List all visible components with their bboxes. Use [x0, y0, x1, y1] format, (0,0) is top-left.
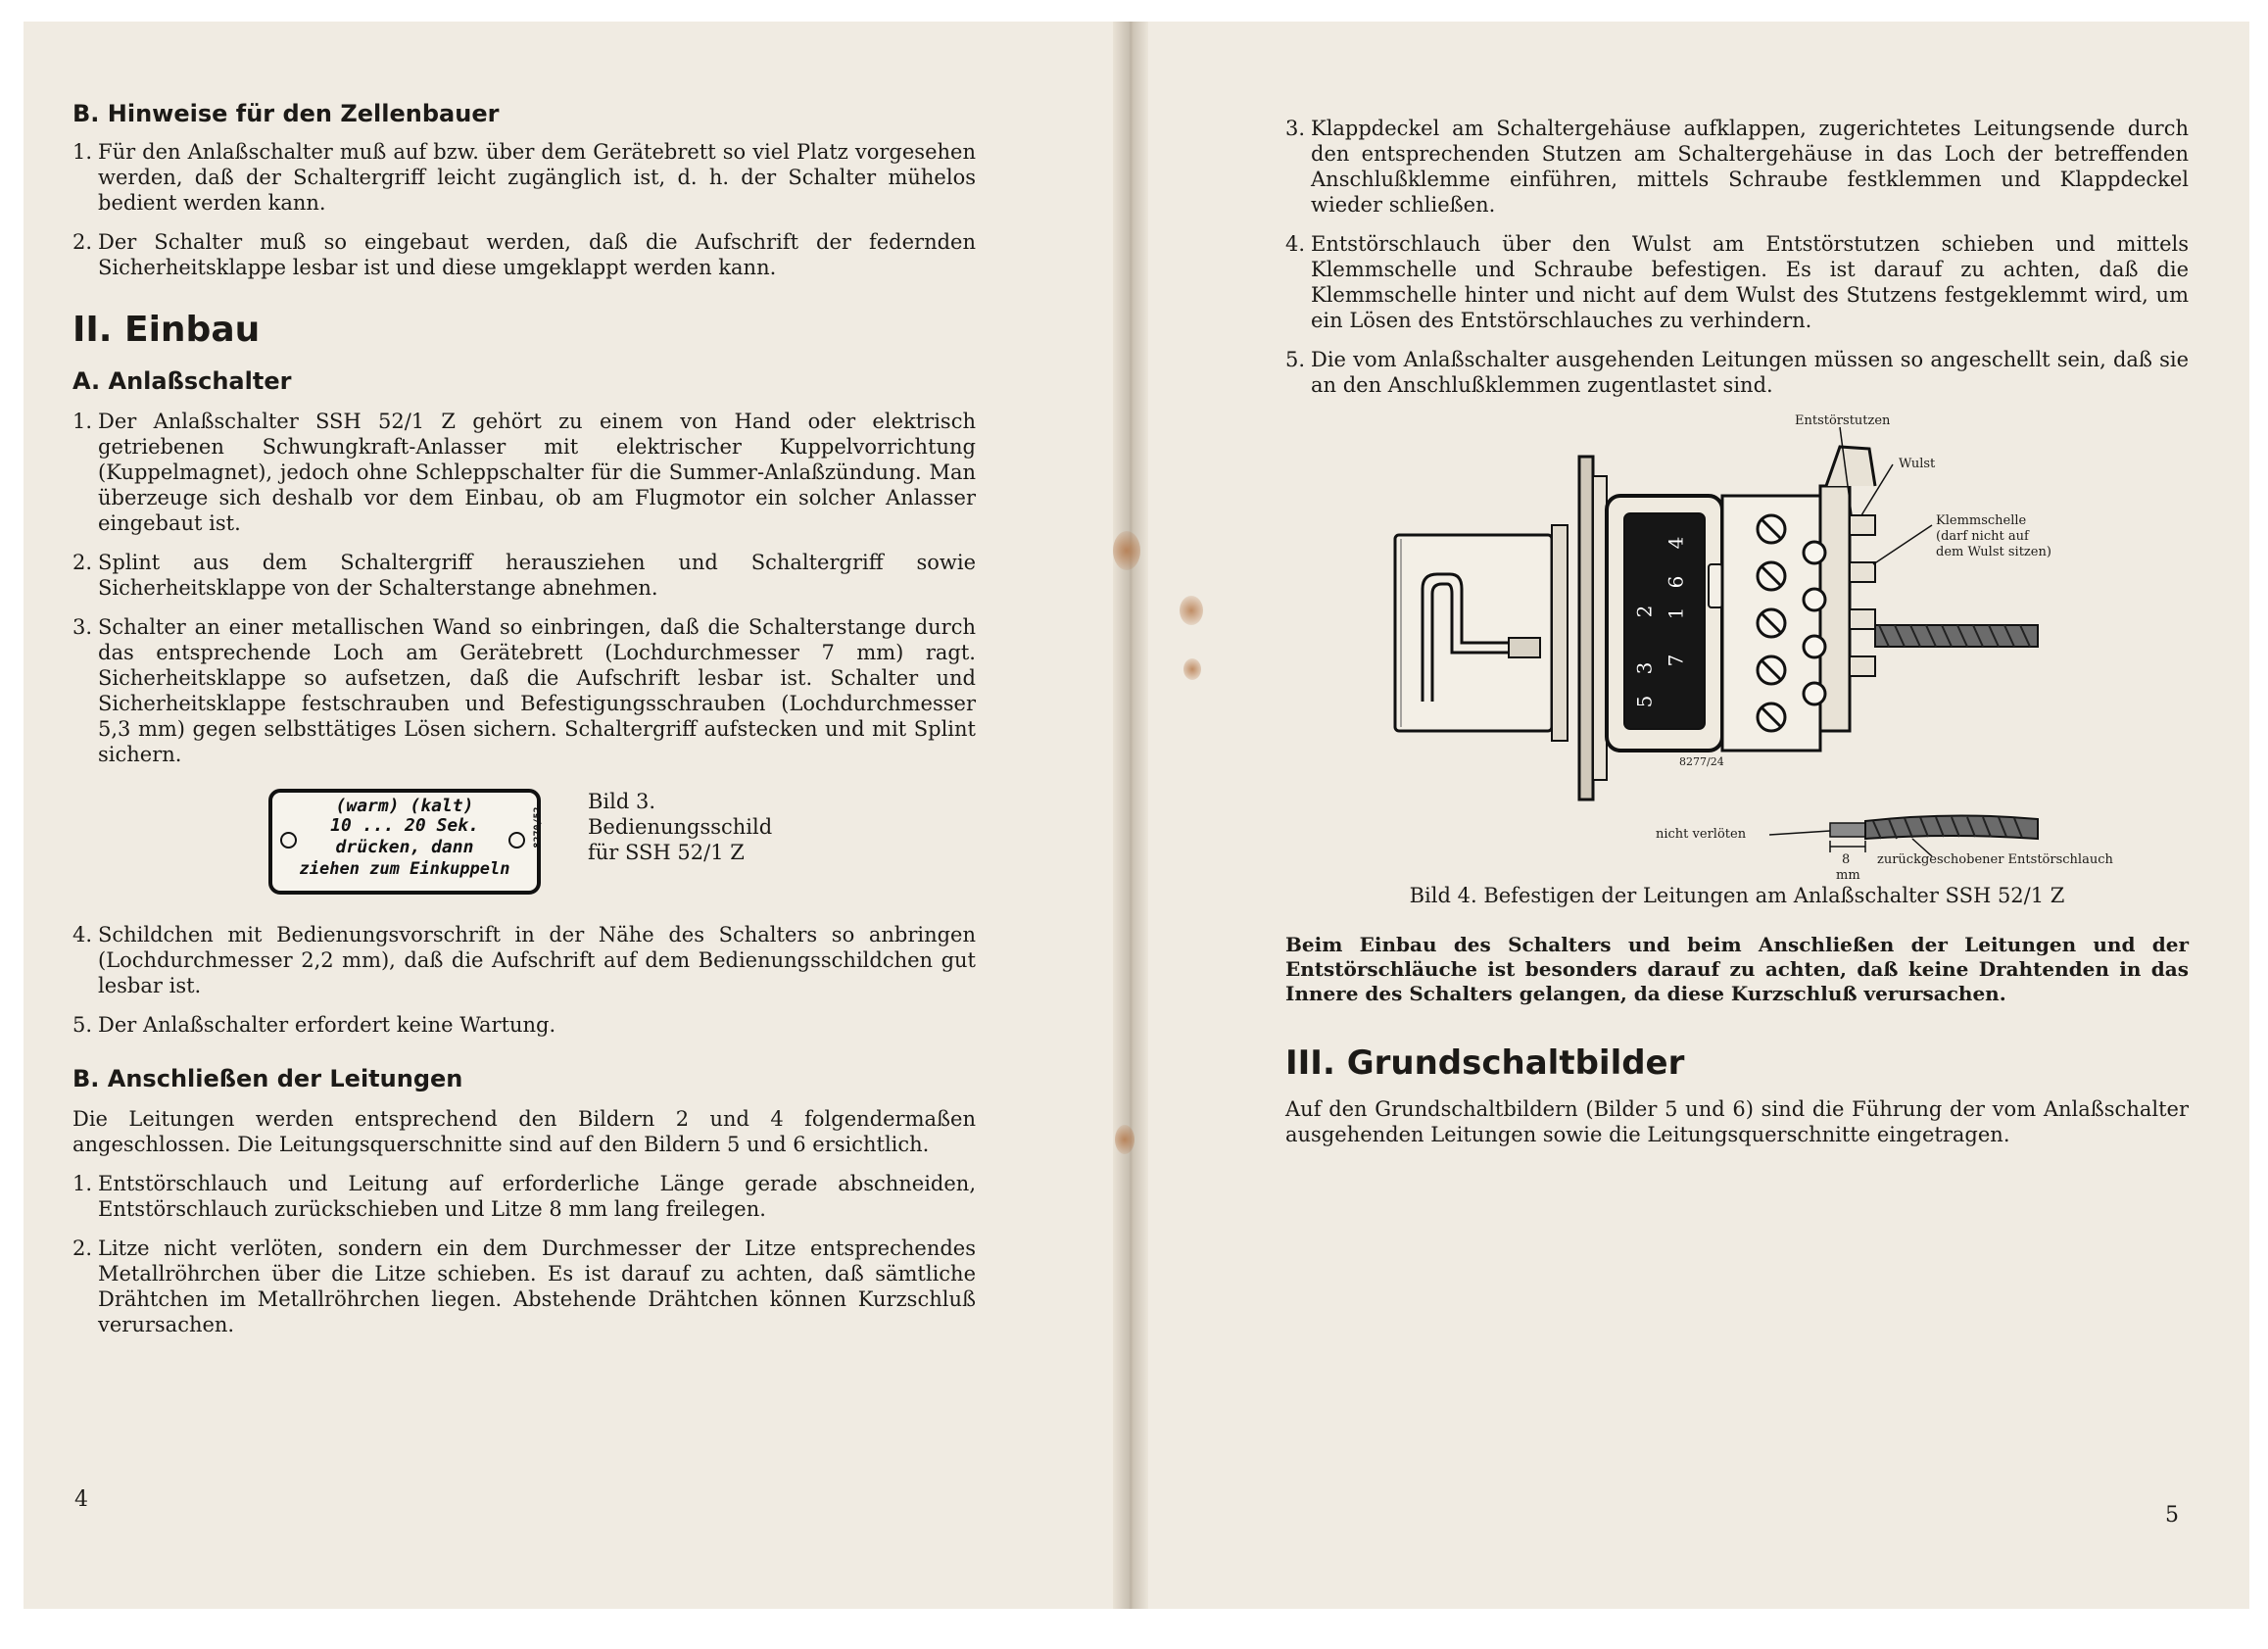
section-a-list	[72, 409, 976, 767]
book-gutter	[1113, 22, 1148, 1609]
label-8: 8	[1842, 852, 1851, 867]
figure-4-caption: Bild 4. Befestigen der Leitungen am Anlaßschalter SSH 52/1 Z	[1409, 884, 2065, 907]
label-zurueckgeschobener: zurückgeschobener Entstörschlauch	[1877, 852, 2113, 867]
section-a-title: A. Anlaßschalter	[72, 367, 292, 395]
list-item: 2. Splint aus dem Schaltergriff herausziehen und Schaltergriff sowie Sicherheitsklappe von der Schalterstange abnehmen.	[72, 551, 976, 600]
right-list	[1285, 116, 2189, 398]
right-page-content	[1285, 116, 2189, 1147]
list-item: 4. Entstörschlauch über den Wulst am Entstörstutzen schieben und mittels Klemmschelle und Schraube befestigen. Es ist darauf zu achten, daß die Klemmschelle hinter und nicht auf dem Wulst des Stutzens festgeklemmt wird, um ein Lösen des Entstörschlauches zu verhindern.	[1285, 232, 2189, 332]
section-a-list-continued	[72, 922, 976, 1038]
stain	[1183, 658, 1201, 680]
list-item: 1. Für den Anlaßschalter muß auf bzw. über dem Gerätebrett so viel Platz vorgesehen werden, daß der Schaltergriff leicht zugänglich ist, d. h. der Schalter mühelos bedient werden kann.	[72, 140, 976, 215]
digit-label: 3	[1632, 661, 1657, 675]
label-code: 8277/24	[1679, 755, 1724, 768]
digit-label: 1	[1664, 606, 1688, 620]
section-b-title: B. Hinweise für den Zellenbauer	[72, 100, 500, 127]
chapter-title: III. Grundschaltbilder	[1285, 1043, 1685, 1083]
section-b-list	[72, 139, 976, 280]
list-item: 3. Klappdeckel am Schaltergehäuse aufklappen, zugerichtetes Leitungsende durch den entsprechenden Stutzen am Schaltergehäuse in das Loch der betreffenden Anschlußklemme einführen, mittels Schraube festklemmen und Klappdeckel wieder schließen.	[1285, 117, 2189, 217]
label-nicht-verloeten: nicht verlöten	[1656, 827, 1747, 842]
label-mm: mm	[1836, 868, 1860, 883]
label-klemmschelle: Klemmschelle (darf nicht auf dem Wulst sitzen)	[1936, 513, 2051, 559]
mounting-hole-icon	[508, 832, 525, 849]
label-entstoerstutzen: Entstörstutzen	[1795, 413, 1891, 428]
section-b2-title: B. Anschließen der Leitungen	[72, 1065, 463, 1092]
digit-label: 7	[1664, 654, 1688, 667]
list-item: 4. Schildchen mit Bedienungsvorschrift in der Nähe des Schalters so anbringen (Lochdurchmesser 2,2 mm), daß die Aufschrift auf dem Bedienungsschildchen gut lesbar ist.	[72, 923, 976, 997]
list-item: 1. Der Anlaßschalter SSH 52/1 Z gehört zu einem von Hand oder elektrisch getriebenen Schwungkraft-Anlasser mit elektrischer Kuppelvorrichtung (Kuppelmagnet), jedoch ohne Schleppschalter für die Summer-Anlaßzündung. Man überzeuge sich deshalb vor dem Einbau, ob am Flugmotor ein solcher Anlasser eingebaut ist.	[72, 410, 976, 535]
section-b2-intro: Die Leitungen werden entsprechend den Bildern 2 und 4 folgendermaßen angeschlossen. Die Leitungsquerschnitte sind auf den Bildern 5 und 6 ersichtlich.	[72, 1107, 976, 1156]
page-number: 5	[2165, 1503, 2179, 1528]
plate-line-2: 10 ... 20 Sek.	[330, 815, 479, 836]
switch-drawing	[1285, 417, 2189, 878]
digit-label: 4	[1664, 536, 1688, 550]
plate-line-4: ziehen zum Einkuppeln	[299, 859, 510, 879]
stain	[1115, 1125, 1134, 1154]
mounting-hole-icon	[280, 832, 297, 849]
stain	[1113, 531, 1140, 570]
chapter-title: II. Einbau	[72, 310, 261, 350]
figure-3	[72, 789, 976, 895]
plate-code: 8270/52	[532, 806, 544, 849]
figure-4	[1285, 413, 2202, 883]
operating-plate	[268, 789, 544, 895]
left-page-content	[72, 100, 976, 1351]
list-item: 2. Der Schalter muß so eingebaut werden, daß die Aufschrift der federnden Sicherheitsklappe lesbar ist und diese umgeklappt werden kann.	[72, 230, 976, 279]
list-item: 5. Die vom Anlaßschalter ausgehenden Leitungen müssen so angeschellt sein, daß sie an den Anschlußklemmen zugentlastet sind.	[1285, 348, 2189, 397]
label-wulst: Wulst	[1899, 457, 1936, 471]
digit-label: 6	[1664, 575, 1688, 589]
list-item: 5. Der Anlaßschalter erfordert keine Wartung.	[72, 1013, 556, 1037]
stain	[1180, 596, 1203, 625]
plate-line-1: (warm) (kalt)	[335, 796, 474, 816]
chapter-text: Auf den Grundschaltbildern (Bilder 5 und 6) sind die Führung der vom Anlaßschalter ausgehenden Leitungen sowie die Leitungsquerschnitte eingetragen.	[1285, 1097, 2189, 1146]
warning-text: Beim Einbau des Schalters und beim Anschließen der Leitungen und der Entstörschläuche ist besonders darauf zu achten, daß keine Drahtenden in das Innere des Schalters gelangen, da diese Kurzschluß verursachen.	[1285, 933, 2189, 1005]
section-b2-list	[72, 1171, 976, 1337]
list-item: 3. Schalter an einer metallischen Wand so einbringen, daß die Schalterstange durch das entsprechende Loch am Gerätebrett (Lochdurchmesser 7 mm) ragt. Sicherheitsklappe so aufsetzen, daß die Aufschrift lesbar ist. Schalter und Sicherheitsklappe festschrauben und Befestigungsschrauben (Lochdurchmesser 5,3 mm) gegen selbsttätiges Lösen sichern. Schaltergriff aufstecken und mit Splint sichern.	[72, 615, 976, 766]
plate-line-3: drücken, dann	[335, 837, 474, 857]
list-item: 1. Entstörschlauch und Leitung auf erforderliche Länge gerade abschneiden, Entstörschlauch zurückschieben und Litze 8 mm lang freilegen.	[72, 1172, 976, 1221]
figure-3-caption: Bild 3. Bedienungsschild für SSH 52/1 Z	[588, 790, 773, 864]
page-number: 4	[74, 1487, 88, 1512]
list-item: 2. Litze nicht verlöten, sondern ein dem Durchmesser der Litze entsprechendes Metallröhrchen über die Litze schieben. Es ist darauf zu achten, daß sämtliche Drähtchen im Metallröhrchen liegen. Abstehende Drähtchen können Kurzschluß verursachen.	[72, 1237, 976, 1336]
digit-label: 2	[1632, 605, 1657, 618]
digit-label: 5	[1632, 695, 1657, 708]
